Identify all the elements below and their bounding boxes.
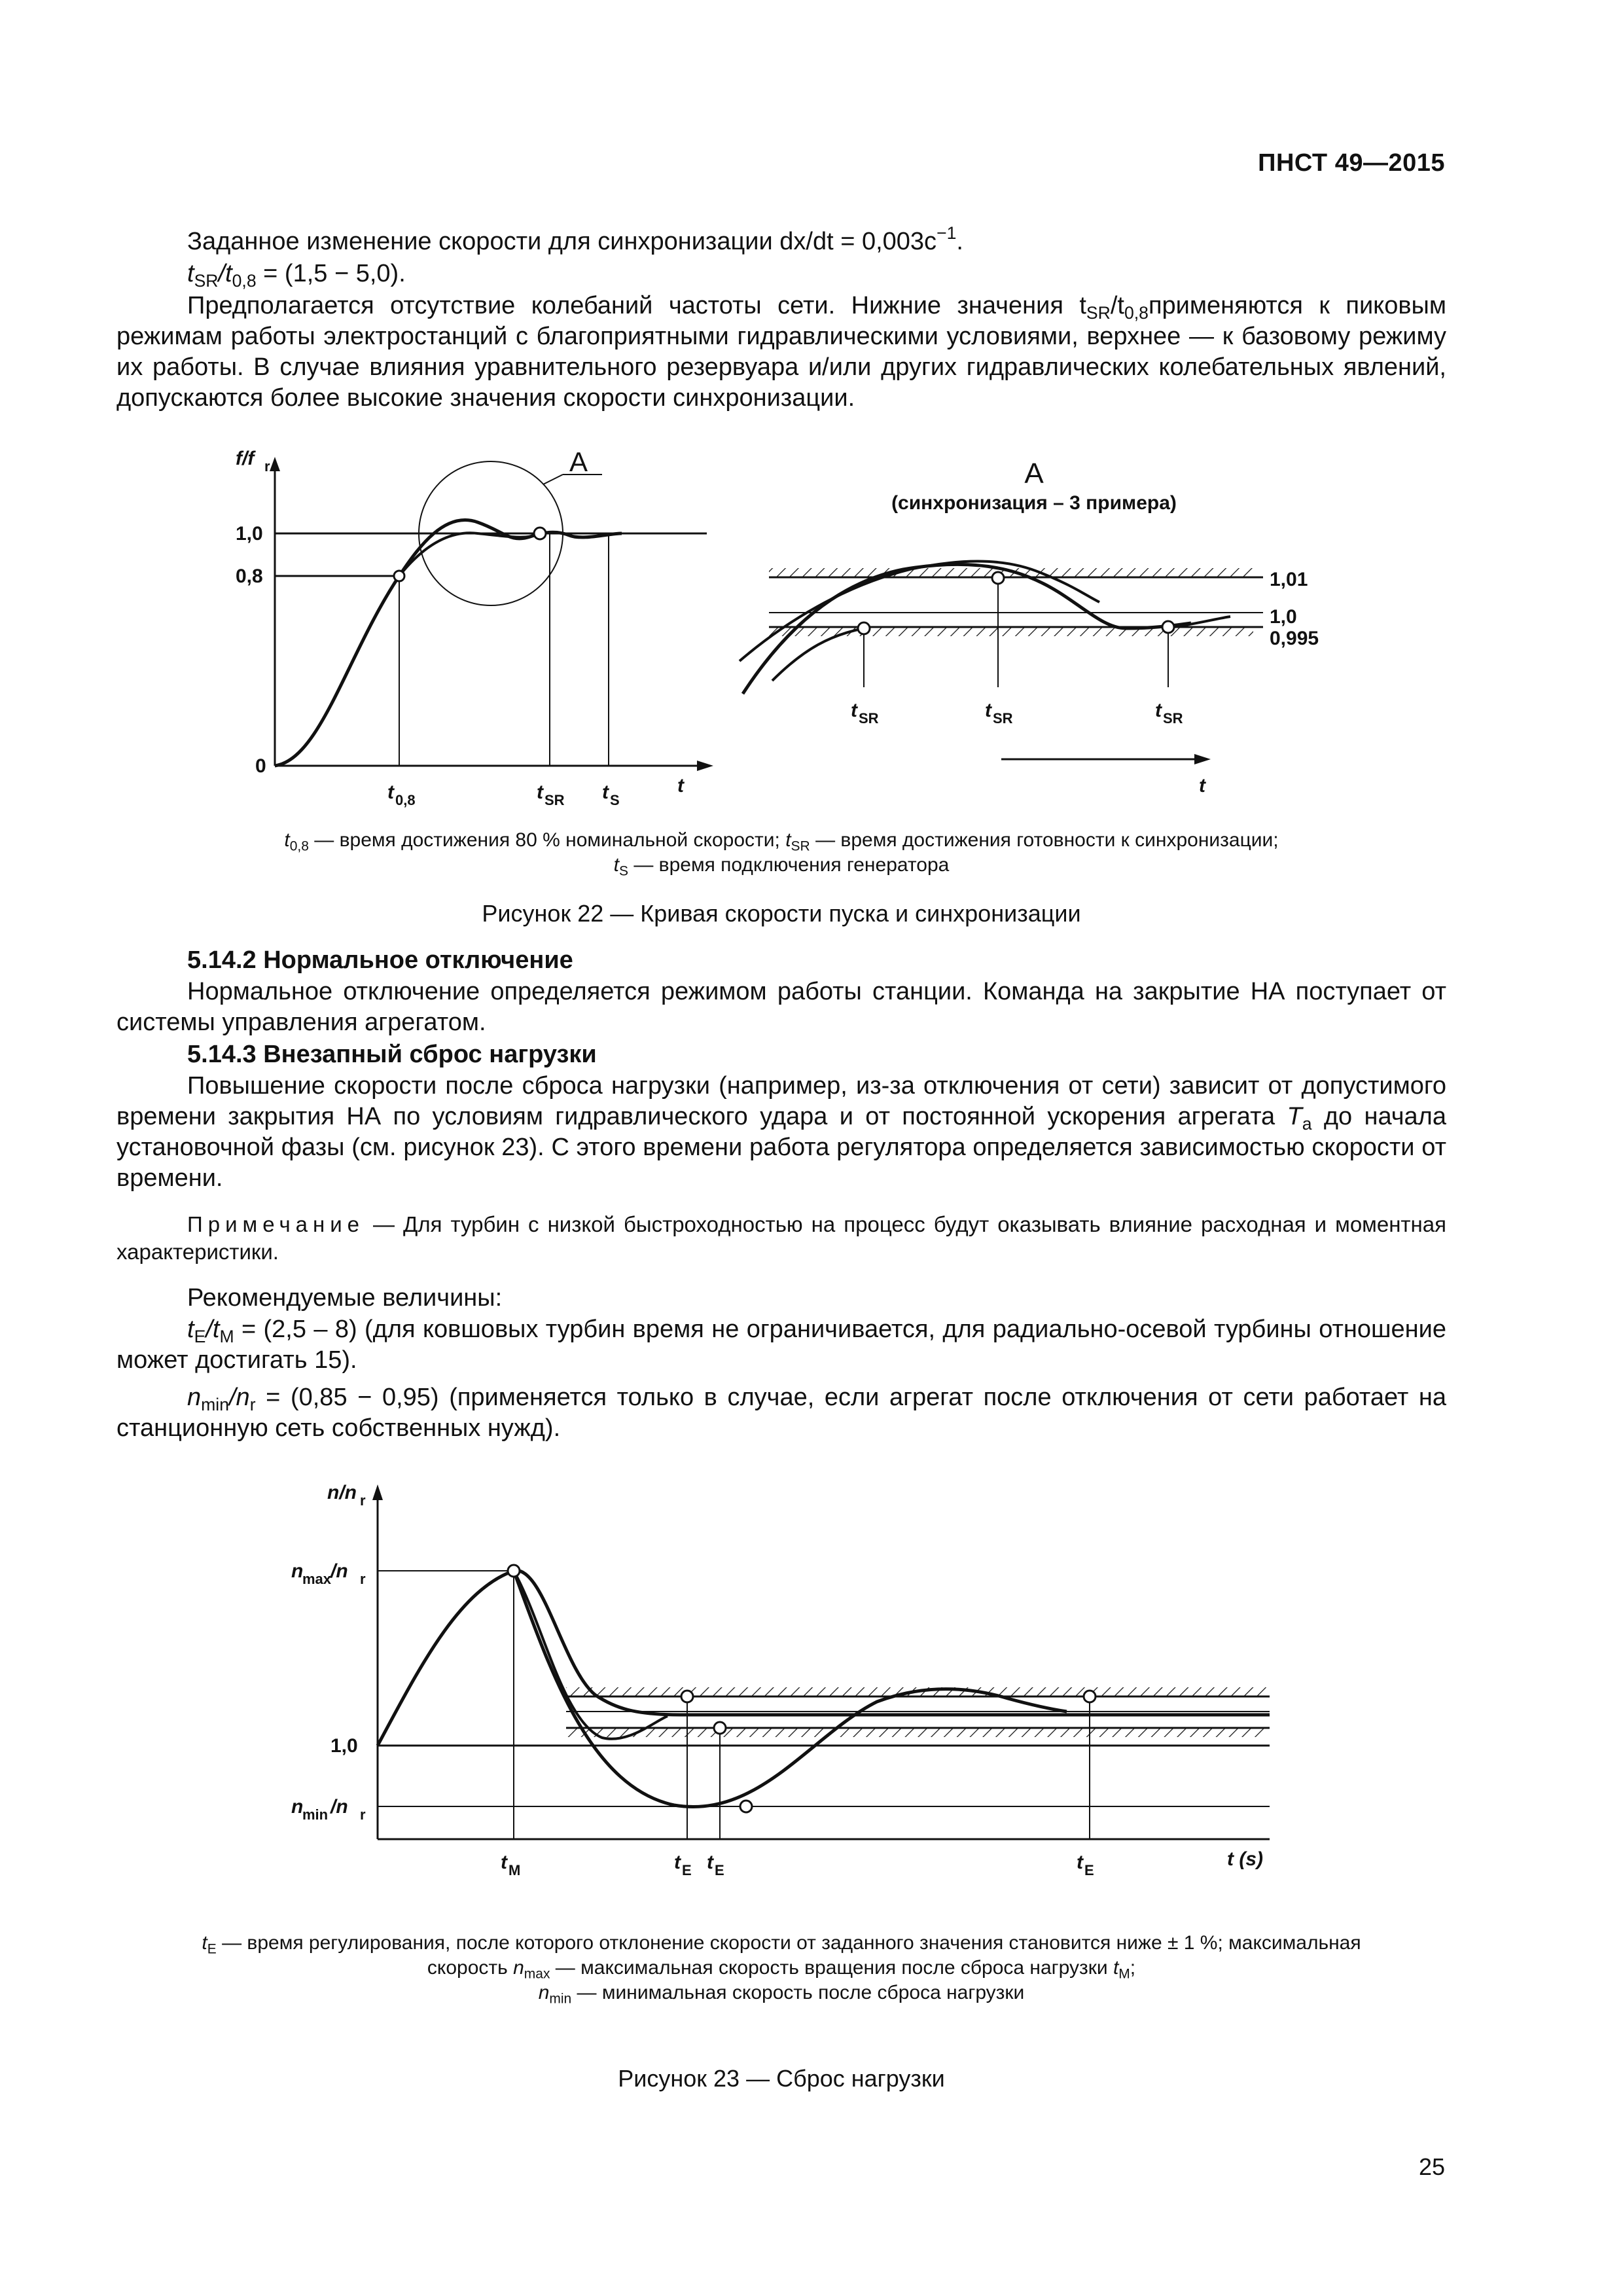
tm-label: t — [501, 1852, 507, 1873]
level-0-995: 0,995 — [1270, 628, 1319, 649]
y-axis-label: n/n — [327, 1482, 357, 1503]
lower-band-hatch — [566, 1728, 1266, 1737]
recommended-nmin: $n_{min}/n_r = (0,85 - 0,95)$ (применяется только в случае, если агрегат после отключения от сети работает на станционную сеть собственных нужд). — [116, 1384, 1446, 1442]
curve-fast — [378, 1571, 1270, 1746]
speed-curve-a — [275, 520, 622, 766]
time-label: t — [1199, 775, 1205, 797]
y-axis-label: f/f — [236, 448, 255, 469]
panel-subtitle: (синхронизация – 3 примера) — [891, 492, 1177, 514]
point-nmax — [508, 1565, 520, 1577]
te-label-2: t — [707, 1852, 713, 1873]
nmin-label: n — [291, 1796, 304, 1818]
one-label: 1,0 — [330, 1735, 358, 1757]
callout-label: A — [569, 446, 588, 477]
x-axis-label: t — [677, 775, 684, 797]
figure-22-right-chart — [733, 452, 1322, 818]
svg-text:r: r — [360, 1571, 366, 1587]
tsr-label-1: t — [851, 700, 857, 721]
svg-text:E: E — [715, 1862, 724, 1878]
tsr-label-3: t — [1155, 700, 1162, 721]
point-te-2 — [714, 1722, 726, 1734]
svg-text:E: E — [1084, 1862, 1094, 1878]
svg-text:S: S — [610, 792, 620, 808]
figure-22-legend: $t_{0,8}$ — время достижения 80 % номинальной скорости; $t_{SR}$ — время достижения готовности к синхронизации; $t_S$ — время подключения генератора — [284, 829, 1279, 879]
nmax-label: n — [291, 1560, 304, 1582]
svg-text:r: r — [264, 458, 270, 475]
point-te-3 — [1084, 1691, 1096, 1702]
svg-text:min: min — [302, 1806, 329, 1823]
intro-line-1: Заданное изменение скорости для синхронизации $dx/dt = 0,003c^{-1}$. — [187, 223, 963, 255]
point-t08 — [394, 571, 404, 581]
sync-point-1 — [858, 622, 870, 634]
point-te-1 — [681, 1691, 693, 1702]
label-t08: t — [387, 781, 394, 803]
point-nmin — [740, 1801, 752, 1812]
level-1-01: 1,01 — [1270, 569, 1308, 590]
figure-23-title: Рисунок 23 — Сброс нагрузки — [618, 2065, 945, 2092]
svg-text:E: E — [682, 1862, 692, 1878]
section-5-14-3-text: Повышение скорости после сброса нагрузки (например, из-за отключения от сети) зависит от допустимого времени закрытия НА по условиям гидравлического удара и от постоянной ускорения агрегата $T_a$ до начала установочной фазы (см. рисунок 23). С этого времени работа регулятора определяется зависимостью скорости от времени. — [116, 1072, 1446, 1192]
te-label-3: t — [1077, 1852, 1083, 1873]
figure-22-title: Рисунок 22 — Кривая скорости пуска и синхронизации — [482, 900, 1081, 927]
svg-text:SR: SR — [544, 792, 565, 808]
intro-line-2: $t_{SR}/t_{0,8} = (1,5 - 5,0)$. — [187, 260, 406, 291]
recommended-te: $t_E/t_M = (2,5 - 8)$ (для ковшовых турбин время не ограничивается, для радиально-осевой турбины отношение может достигать 15). — [116, 1316, 1446, 1374]
svg-text:0,8: 0,8 — [395, 792, 416, 808]
figure-22-left-chart — [216, 445, 726, 812]
section-5-14-3-heading: 5.14.3 Внезапный сброс нагрузки — [187, 1041, 597, 1068]
figure-23-legend: $t_E$ — время регулирования, после которого отклонение скорости от заданного значения становится ниже ± 1 %; максимальная скорость $n_{max}$ — максимальная скорость вращения после сброса нагрузки $t_M$; $n_{min}$ — минимальная скорость после сброса нагрузки — [202, 1932, 1361, 2007]
label-tsr: t — [537, 781, 543, 803]
tick-1-0: 1,0 — [236, 523, 263, 545]
svg-text:SR: SR — [859, 710, 879, 726]
document-number: ПНСТ 49—2015 — [1258, 149, 1445, 177]
svg-text:SR: SR — [1163, 710, 1183, 726]
svg-text:max: max — [302, 1571, 332, 1587]
recommended-heading: Рекомендуемые величины: — [187, 1284, 503, 1312]
tick-0: 0 — [255, 755, 266, 777]
svg-text:r: r — [360, 1492, 366, 1509]
page-number: 25 — [1418, 2153, 1445, 2180]
figure-23-chart — [288, 1473, 1309, 1878]
level-1-0: 1,0 — [1270, 606, 1297, 628]
tsr-label-2: t — [985, 700, 991, 721]
te-label-1: t — [674, 1852, 681, 1873]
svg-text:M: M — [508, 1862, 521, 1878]
point-tsr — [534, 528, 546, 539]
svg-text:SR: SR — [993, 710, 1013, 726]
label-ts: t — [602, 781, 609, 803]
svg-text:/n: /n — [330, 1560, 348, 1582]
sync-point-2 — [992, 572, 1004, 584]
intro-paragraph-3: Предполагается отсутствие колебаний частоты сети. Нижние значения $t_{SR}/t_{0,8}применяются$ к пиковым режимам работы электростанций с благоприятными гидравлическими условиями, верхнее — к базовому режиму их работы. В случае влияния уравнительного резервуара и/или других гидравлических колебательных явлений, допускаются более высокие значения скорости синхронизации. — [116, 292, 1446, 412]
note: Примечание — Для турбин с низкой быстроходностью на процесс будут оказывать влияние расходная и моментная характеристики. — [116, 1212, 1446, 1264]
svg-text:/n: /n — [330, 1796, 348, 1818]
sync-point-3 — [1162, 621, 1174, 633]
section-5-14-2-text: Нормальное отключение определяется режимом работы станции. Команда на закрытие НА поступает от системы управления агрегатом. — [116, 978, 1446, 1036]
x-axis-label: t (s) — [1227, 1848, 1263, 1870]
panel-title: A — [1024, 457, 1044, 490]
tick-0-8: 0,8 — [236, 565, 263, 587]
section-5-14-2-heading: 5.14.2 Нормальное отключение — [187, 946, 573, 974]
svg-text:r: r — [360, 1806, 366, 1823]
